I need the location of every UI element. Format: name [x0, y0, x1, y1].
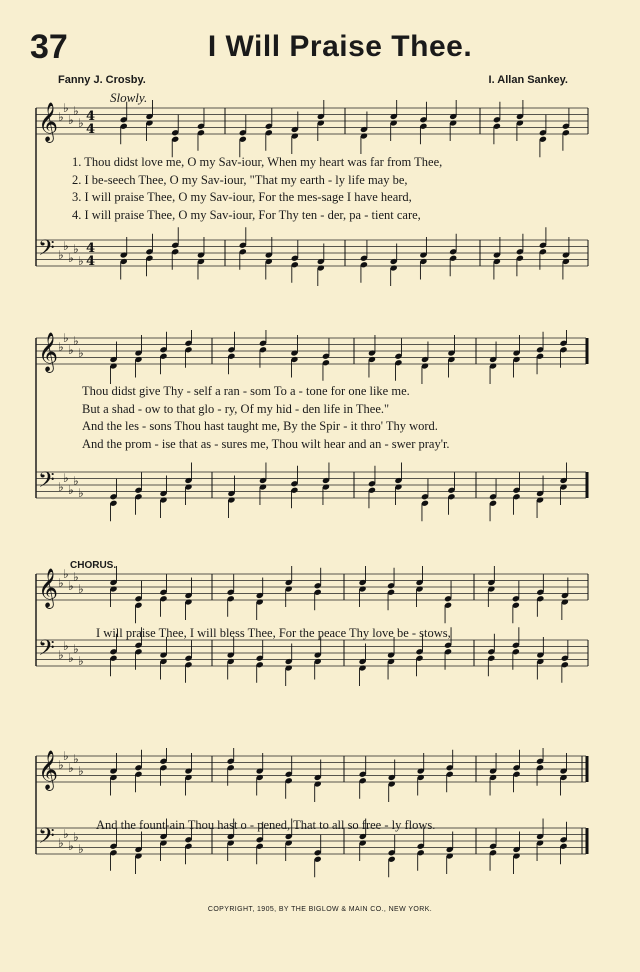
flat-sign-icon: ♭ — [78, 346, 84, 360]
flat-sign-icon: ♭ — [63, 101, 69, 115]
flat-sign-icon: ♭ — [73, 242, 79, 256]
flat-sign-icon: ♭ — [73, 474, 79, 488]
lyric-line: And the fount-ain Thou hast o - pened, That to all so free - ly flows. — [96, 818, 436, 832]
time-signature-top: 4 — [86, 109, 96, 124]
flat-sign-icon: ♭ — [78, 582, 84, 596]
bass-clef-icon: 𝄢 — [38, 236, 55, 266]
flat-sign-icon: ♭ — [58, 110, 64, 124]
lyric-line: 1. Thou didst love me, O my Sav-iour, When my heart was far from Thee, — [72, 155, 443, 169]
flat-sign-icon: ♭ — [78, 654, 84, 668]
bass-clef-icon: 𝄢 — [38, 824, 55, 854]
flat-sign-icon: ♭ — [78, 486, 84, 500]
lyric-line: Thou didst give Thy - self a ran - som To a - tone for one like me. — [82, 384, 410, 398]
bass-clef-icon: 𝄢 — [38, 636, 55, 666]
flat-sign-icon: ♭ — [63, 471, 69, 485]
lyric-line: 2. I be-seech Thee, O my Sav-iour, "That my earth - ly life may be, — [72, 172, 408, 187]
lyrics-system-3 — [96, 625, 616, 643]
flat-sign-icon: ♭ — [68, 761, 74, 775]
author-credit: Fanny J. Crosby. — [58, 74, 146, 86]
lyric-line: And the prom - ise that as - sures me, Thou wilt hear and an - swer pray'r. — [82, 436, 450, 451]
flat-sign-icon: ♭ — [58, 836, 64, 850]
bass-clef-icon: 𝄢 — [38, 468, 55, 498]
flat-sign-icon: ♭ — [68, 113, 74, 127]
treble-staff — [36, 566, 588, 623]
flat-sign-icon: ♭ — [78, 764, 84, 778]
bass-staff — [36, 227, 588, 286]
treble-staff — [36, 100, 588, 157]
lyrics-system-4 — [96, 817, 616, 835]
time-signature-bottom: 4 — [86, 122, 96, 137]
treble-clef-icon: 𝄞 — [38, 332, 59, 372]
flat-sign-icon: ♭ — [68, 651, 74, 665]
treble-staff — [36, 330, 587, 384]
flat-sign-icon: ♭ — [73, 642, 79, 656]
flat-sign-icon: ♭ — [58, 648, 64, 662]
flat-sign-icon: ♭ — [63, 827, 69, 841]
flat-sign-icon: ♭ — [63, 567, 69, 581]
flat-sign-icon: ♭ — [68, 251, 74, 265]
flat-sign-icon: ♭ — [68, 579, 74, 593]
hymn-title: I Will Praise Thee. — [207, 30, 473, 63]
lyric-line: But a shad - ow to that glo - ry, Of my hid - den life in Thee." — [82, 401, 390, 416]
composer-credit: I. Allan Sankey. — [488, 74, 568, 86]
flat-sign-icon: ♭ — [58, 576, 64, 590]
lyric-line: 4. I will praise Thee, O my Sav-iour, For Thy ten - der, pa - tient care, — [72, 207, 421, 222]
flat-sign-icon: ♭ — [68, 483, 74, 497]
flat-sign-icon: ♭ — [58, 758, 64, 772]
treble-clef-icon: 𝄞 — [38, 568, 59, 608]
flat-sign-icon: ♭ — [73, 752, 79, 766]
flat-sign-icon: ♭ — [78, 254, 84, 268]
treble-clef-icon: 𝄞 — [38, 102, 59, 142]
flat-sign-icon: ♭ — [68, 343, 74, 357]
flat-sign-icon: ♭ — [58, 340, 64, 354]
tempo-marking: Slowly. — [110, 90, 148, 105]
flat-sign-icon: ♭ — [58, 248, 64, 262]
flat-sign-icon: ♭ — [73, 104, 79, 118]
treble-staff — [36, 748, 587, 802]
flat-sign-icon: ♭ — [68, 839, 74, 853]
flat-sign-icon: ♭ — [78, 116, 84, 130]
flat-sign-icon: ♭ — [78, 842, 84, 856]
lyric-line: And the les - sons Thou hast taught me, By the Spir - it thro' Thy word. — [82, 419, 438, 433]
time-signature-bottom: 4 — [86, 254, 96, 269]
treble-clef-icon: 𝄞 — [38, 750, 59, 790]
flat-sign-icon: ♭ — [73, 570, 79, 584]
flat-sign-icon: ♭ — [63, 639, 69, 653]
flat-sign-icon: ♭ — [63, 239, 69, 253]
flat-sign-icon: ♭ — [63, 331, 69, 345]
flat-sign-icon: ♭ — [73, 334, 79, 348]
lyric-line: I will praise Thee, I will bless Thee, For the peace Thy love be - stows, — [96, 626, 451, 640]
flat-sign-icon: ♭ — [63, 749, 69, 763]
chorus-label: CHORUS. — [70, 560, 117, 571]
bass-staff — [36, 463, 587, 522]
copyright-notice: COPYRIGHT, 1905, BY THE BIGLOW & MAIN CO., NEW YORK. — [207, 906, 433, 913]
lyric-line: 3. I will praise Thee, O my Sav-iour, For the mes-sage I have heard, — [72, 190, 412, 204]
lyrics-system-2 — [82, 383, 602, 453]
hymn-number: 37 — [30, 28, 68, 66]
lyrics-system-1 — [72, 154, 592, 224]
time-signature-top: 4 — [86, 241, 96, 256]
flat-sign-icon: ♭ — [73, 830, 79, 844]
flat-sign-icon: ♭ — [58, 480, 64, 494]
